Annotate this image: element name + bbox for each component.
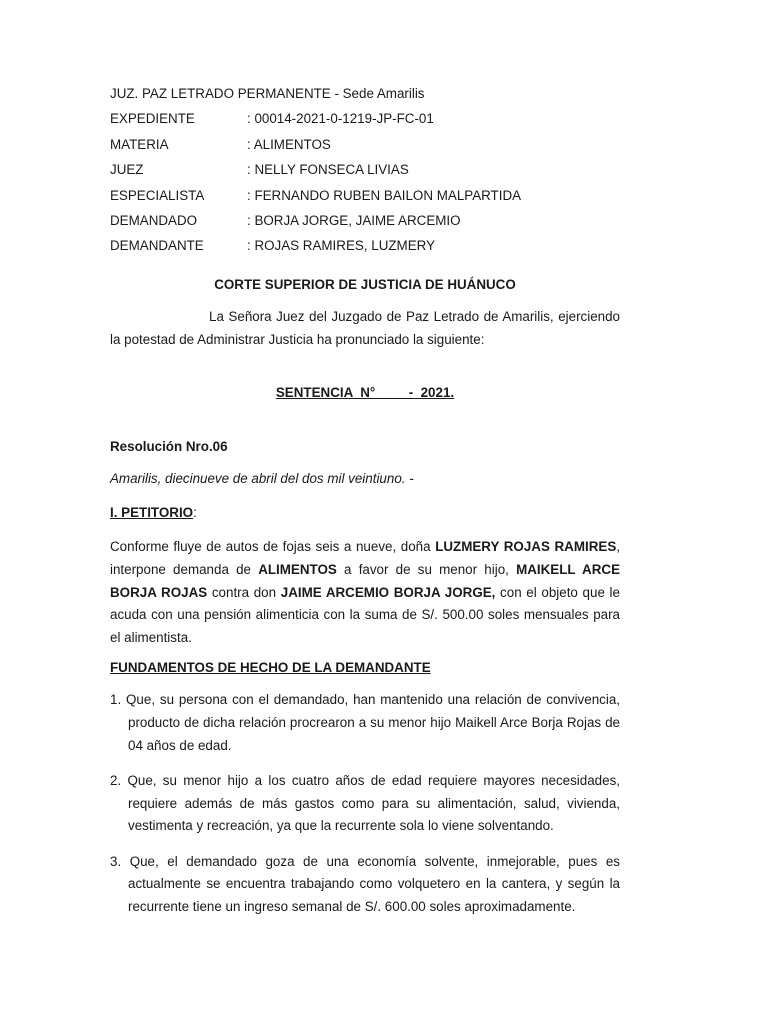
fundamentos-heading: FUNDAMENTOS DE HECHO DE LA DEMANDANTE (110, 660, 431, 676)
meta-value: : BORJA JORGE, JAIME ARCEMIO (247, 212, 461, 228)
meta-value: : FERNANDO RUBEN BAILON MALPARTIDA (247, 187, 522, 203)
meta-label: ESPECIALISTA (110, 187, 205, 203)
meta-row-especialista (110, 186, 620, 205)
petitorio-text: con el objeto que le acuda con una pensión alimenticia con la suma de S/. 500.00 soles mensuales para el alimentista. (110, 584, 620, 645)
sentencia-heading: SENTENCIA N° - 2021. (275, 385, 455, 401)
meta-label: MATERIA (110, 136, 169, 152)
meta-row-demandado (110, 211, 620, 230)
court-name: JUZ. PAZ LETRADO PERMANENTE - Sede Amarilis (110, 86, 425, 101)
petitorio-bold: ALIMENTOS (258, 561, 337, 577)
meta-label: JUEZ (110, 162, 144, 178)
fundamento-item-2: 2. Que, su menor hijo a los cuatro años de edad requiere mayores necesidades, requiere además de más gastos como para su alimentación, salud, vivienda, vestimenta y recreación, ya que la recurrente sola lo viene solventando. (110, 773, 620, 834)
petitorio-text: , interpone demanda de (110, 539, 620, 577)
meta-row-juez (110, 160, 620, 179)
petitorio-paragraph (110, 536, 620, 649)
meta-value: : NELLY FONSECA LIVIAS (247, 162, 409, 178)
petitorio-text: a favor de su menor hijo, (336, 561, 517, 577)
petitorio-bold: MAIKELL ARCE BORJA ROJAS (110, 561, 620, 600)
meta-row-demandante (110, 236, 620, 255)
petitorio-text: Conforme fluye de autos de fojas seis a nueve, doña (110, 539, 436, 555)
meta-value: : ROJAS RAMIRES, LUZMERY (247, 238, 435, 254)
court-title: CORTE SUPERIOR DE JUSTICIA DE HUÁNUCO (214, 277, 516, 293)
resolucion-number: Resolución Nro.06 (110, 439, 228, 455)
fundamento-item-3: 3. Que, el demandado goza de una economía solvente, inmejorable, pues es actualmente se encuentra trabajando como volquetero en la cantera, y según la recurrente tiene un ingreso semanal de S/. 600.00 soles aproximadamente. (110, 853, 620, 915)
petitorio-title-colon: : (193, 505, 197, 521)
meta-label: EXPEDIENTE (110, 111, 195, 127)
meta-label: DEMANDADO (110, 212, 198, 228)
petitorio-bold: LUZMERY ROJAS RAMIRES (435, 539, 617, 555)
document-page (110, 84, 620, 919)
fundamento-item-1: 1. Que, su persona con el demandado, han mantenido una relación de convivencia, producto de dicha relación procrearon a su menor hijo Maikell Arce Borja Rojas de 04 años de edad. (110, 692, 620, 753)
petitorio-heading (110, 503, 620, 522)
petitorio-title: I. PETITORIO (110, 505, 194, 521)
meta-value: : ALIMENTOS (247, 136, 331, 152)
meta-row-expediente (110, 109, 620, 128)
meta-value: : 00014-2021-0-1219-JP-FC-01 (247, 111, 434, 127)
petitorio-text: contra don (207, 584, 281, 600)
meta-row-materia (110, 135, 620, 154)
intro-paragraph: La Señora Juez del Juzgado de Paz Letrado de Amarilis, ejerciendo la potestad de Administrar Justicia ha pronunciado la siguiente: (110, 309, 620, 347)
meta-label: DEMANDANTE (110, 238, 204, 254)
sentence-date: Amarilis, diecinueve de abril del dos mil veintiuno. - (110, 471, 414, 487)
petitorio-bold: JAIME ARCEMIO BORJA JORGE, (280, 584, 496, 600)
